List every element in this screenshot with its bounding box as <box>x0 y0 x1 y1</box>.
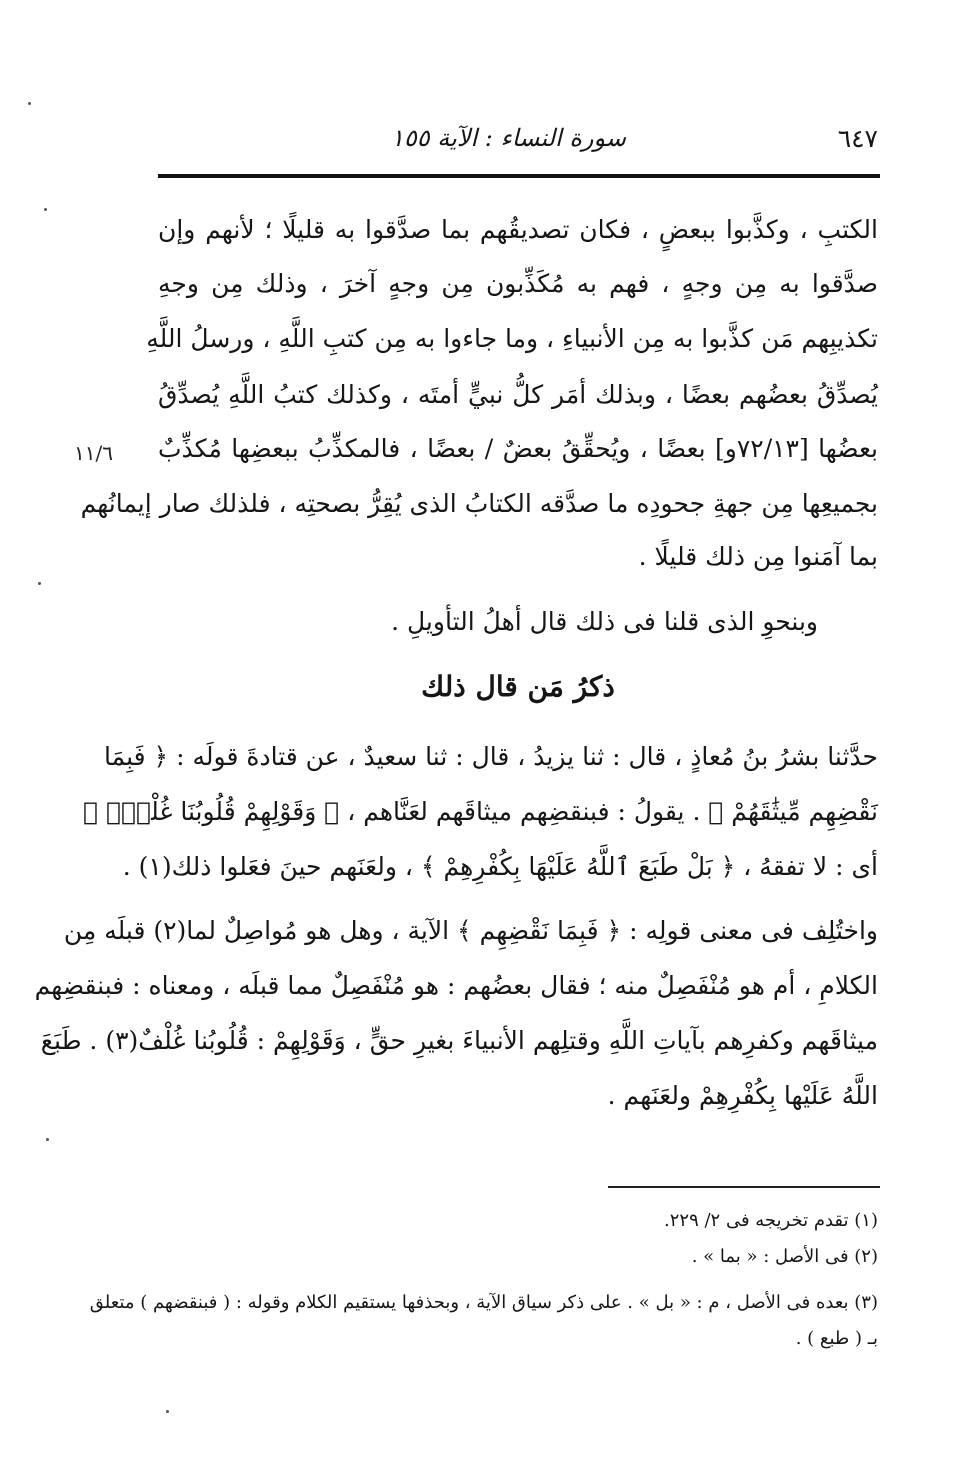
footnote-2: (٢) فى الأصل : « بما » . <box>691 1246 878 1267</box>
scan-speck <box>38 582 41 585</box>
commentary-line: اللَّهُ عَلَيْها بِكُفْرِهِمْ ولعَنَهم . <box>607 1081 878 1110</box>
hadith-line: حدَّثنا بشرُ بنُ مُعاذٍ ، قال : ثنا يزيدُ ، قال : ثنا سعيدٌ ، عن قتادةَ قولَه : ﴿ فَبِمَا <box>104 742 878 771</box>
body-line: بجميعِها مِن جهةِ جحودِه ما صدَّقه الكتابُ الذى يُقِرُّ بصحتِه ، فلذلك صار إيمانُهم <box>80 489 878 518</box>
page-number: ٦٤٧ <box>837 124 878 153</box>
footnote-3-continued: بـ ( طبع ) . <box>795 1328 878 1349</box>
hadith-line: نَقْضِهِم مِّيثَٰقَهُمْ ﴾ . يقولُ : فبنقضِهم ميثاقَهم لعَنَّاهم ، ﴿ وَقَوْلِهِمْ قُلُوبُنَا غُلْفٌۢ ﴾ <box>83 797 878 826</box>
scan-speck <box>166 1410 169 1413</box>
body-line: بعضُها [٧٢/١٣و] بعضًا ، ويُحقِّقُ بعضٌ / بعضًا ، فالمكذِّبُ ببعضِها مُكذِّبٌ <box>158 434 878 463</box>
commentary-line: واختُلِف فى معنى قولِه : ﴿ فَبِمَا نَقْضِهِم ﴾ الآية ، وهل هو مُواصِلٌ لما(٢) قبلَه مِن <box>63 916 878 945</box>
body-line: صدَّقوا به مِن وجهٍ ، فهم به مُكَذِّبون مِن وجهٍ آخرَ ، وذلك مِن وجهِ <box>158 269 878 298</box>
section-heading: ذكرُ مَن قال ذلك <box>421 670 615 703</box>
footnote-rule <box>608 1186 880 1188</box>
footnote-1: (١) تقدم تخريجه فى ٢/ ٢٢٩. <box>664 1210 878 1231</box>
commentary-line: ميثاقَهم وكفرِهم بآياتِ اللَّهِ وقتلِهم الأنبياءَ بغيرِ حقٍّ ، وَقَوْلِهِمْ : قُلُوبُنا غُلْفٌ(٣) . طَبَعَ <box>40 1026 878 1055</box>
margin-reference: ١١/٦ <box>74 441 113 465</box>
header-title: سورة النساء : الآية ١٥٥ <box>390 124 626 152</box>
body-line: الكتبِ ، وكذَّبوا ببعضٍ ، فكان تصديقُهم بما صدَّقوا به قليلًا ؛ لأنهم وإن <box>158 215 878 244</box>
footnote-3: (٣) بعده فى الأصل ، م : « بل » . على ذكر سياق الآية ، وبحذفها يستقيم الكلام وقوله : ( فبنقضهم ) متعلق <box>89 1292 878 1313</box>
hadith-line: أى : لا تفقهُ ، ﴿ بَلْ طَبَعَ ٱللَّهُ عَلَيْهَا بِكُفْرِهِمْ ﴾ ، ولعَنَهم حينَ فعَلوا ذلك(١) . <box>122 852 878 881</box>
body-line: بما آمَنوا مِن ذلك قليلًا . <box>638 542 878 571</box>
commentary-line: الكلامِ ، أم هو مُنْفَصِلٌ منه ؛ فقال بعضُهم : هو مُنْفَصِلٌ مما قبلَه ، ومعناه : فبنقضِهم <box>34 971 878 1000</box>
scan-speck <box>28 102 31 105</box>
header-rule <box>158 174 880 178</box>
paragraph-ahl-tawil: وبنحوِ الذى قلنا فى ذلك قال أهلُ التأويلِ . <box>391 607 818 636</box>
scan-speck <box>44 208 47 211</box>
body-line: يُصدِّقُ بعضُهم بعضًا ، وبذلك أمَر كلُّ نبيٍّ أمتَه ، وكذلك كتبُ اللَّهِ يُصدِّقُ <box>158 380 878 409</box>
running-header <box>158 120 878 164</box>
scan-speck <box>46 1138 49 1141</box>
body-line: تكذيبِهم مَن كذَّبوا به مِن الأنبياءِ ، وما جاءوا به مِن كتبِ اللَّهِ ، ورسلُ اللَّهِ <box>146 324 878 353</box>
